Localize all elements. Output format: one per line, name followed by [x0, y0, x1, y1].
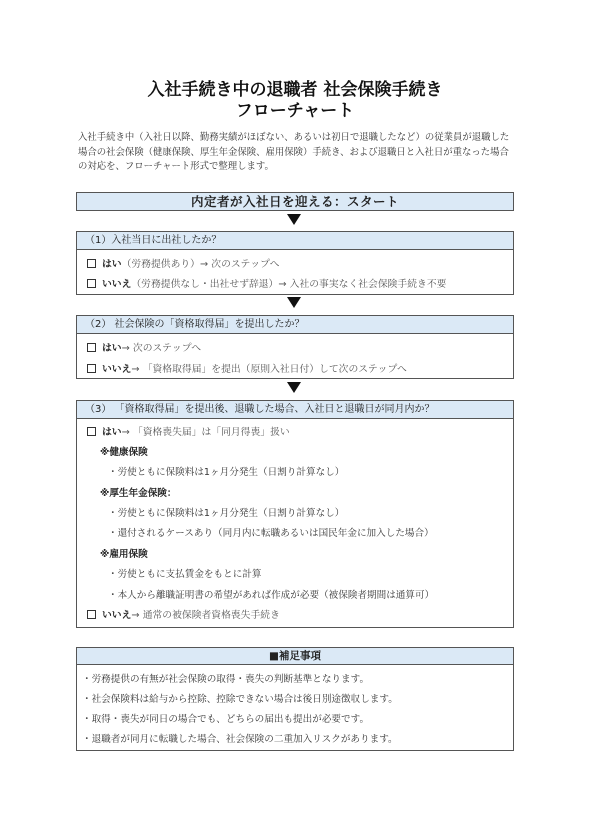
q2-yes-label: はい [102, 343, 122, 354]
notes-header: ■補足事項 [76, 647, 514, 665]
q2-yes-option[interactable] [87, 340, 201, 354]
down-arrow-icon [287, 382, 301, 393]
q2-no-label: いいえ [102, 364, 132, 375]
q3-no-text: → 通常の被保険者資格喪失手続き [131, 610, 280, 621]
down-arrow-icon [287, 214, 301, 225]
q2-no-option[interactable] [87, 361, 407, 375]
q3-yes-option[interactable] [87, 424, 290, 438]
q2-no-text: → 「資格取得届」を提出（原則入社日付）して次のステップへ [131, 364, 407, 375]
note-item: ・取得・喪失が同日の場合でも、どちらの届出も提出が必要です。 [82, 714, 370, 725]
employment-bullet-1: ・労使ともに支払賃金をもとに計算 [108, 569, 262, 580]
employment-bullet-2: ・本人から離職証明書の希望があれば作成が必要（被保険者期間は通算可） [108, 590, 435, 601]
note-item: ・退職者が同月に転職した場合、社会保険の二重加入リスクがあります。 [82, 734, 398, 745]
q3-no-label: いいえ [102, 610, 132, 621]
q1-no-text: （労務提供なし・出社せず辞退）→ 入社の事実なく社会保険手続き不要 [131, 279, 447, 290]
down-arrow-icon [287, 297, 301, 308]
checkbox-icon [87, 427, 96, 436]
pension-heading: ※厚生年金保険： [100, 488, 177, 499]
note-item: ・労務提供の有無が社会保険の取得・喪失の判断基準となります。 [82, 674, 370, 685]
intro-paragraph: 入社手続き中（入社日以降、勤務実績がほぼない、あるいは初日で退職したなど）の従業員が退職した場合の社会保険（健康保険、厚生年金保険、雇用保険）手続き、および退職日と入社日が重なった場合の対応を、フローチャート形式で整理します。 [78, 132, 510, 173]
page-title: 入社手続き中の退職者 社会保険手続き [147, 80, 443, 100]
q3-yes-text: → 「資格喪失届」は「同月得喪」扱い [121, 427, 290, 438]
health-bullet-1: ・労使ともに保険料は1ヶ月分発生（日割り計算なし） [108, 467, 345, 478]
page-subtitle: フローチャート [235, 101, 355, 121]
q1-yes-label: はい [102, 259, 122, 270]
note-item: ・社会保険料は給与から控除、控除できない場合は後日別途徴収します。 [82, 694, 398, 705]
q3-no-option[interactable] [87, 607, 280, 621]
start-box: 内定者が入社日を迎える：スタート [76, 192, 514, 211]
employment-insurance-heading: ※雇用保険 [100, 549, 148, 560]
checkbox-icon [87, 610, 96, 619]
checkbox-icon [87, 259, 96, 268]
q1-yes-text: （労務提供あり）→ 次のステップへ [121, 259, 280, 270]
pension-bullet-1: ・労使ともに保険料は1ヶ月分発生（日割り計算なし） [108, 508, 345, 519]
q1-no-option[interactable] [87, 276, 446, 290]
checkbox-icon [87, 343, 96, 352]
q1-yes-option[interactable] [87, 256, 279, 270]
checkbox-icon [87, 279, 96, 288]
q1-no-label: いいえ [102, 279, 132, 290]
question-2-header: （2） 社会保険の「資格取得届」を提出したか？ [76, 315, 514, 334]
question-3-header: （3） 「資格取得届」を提出後、退職した場合、入社日と退職日が同月内か？ [76, 400, 514, 419]
question-1-header: （1）入社当日に出社したか？ [76, 231, 514, 250]
health-insurance-heading: ※健康保険 [100, 447, 148, 458]
q2-yes-text: → 次のステップへ [121, 343, 202, 354]
q3-yes-label: はい [102, 427, 122, 438]
checkbox-icon [87, 364, 96, 373]
pension-bullet-2: ・還付されるケースあり（同月内に転職あるいは国民年金に加入した場合） [108, 528, 434, 539]
